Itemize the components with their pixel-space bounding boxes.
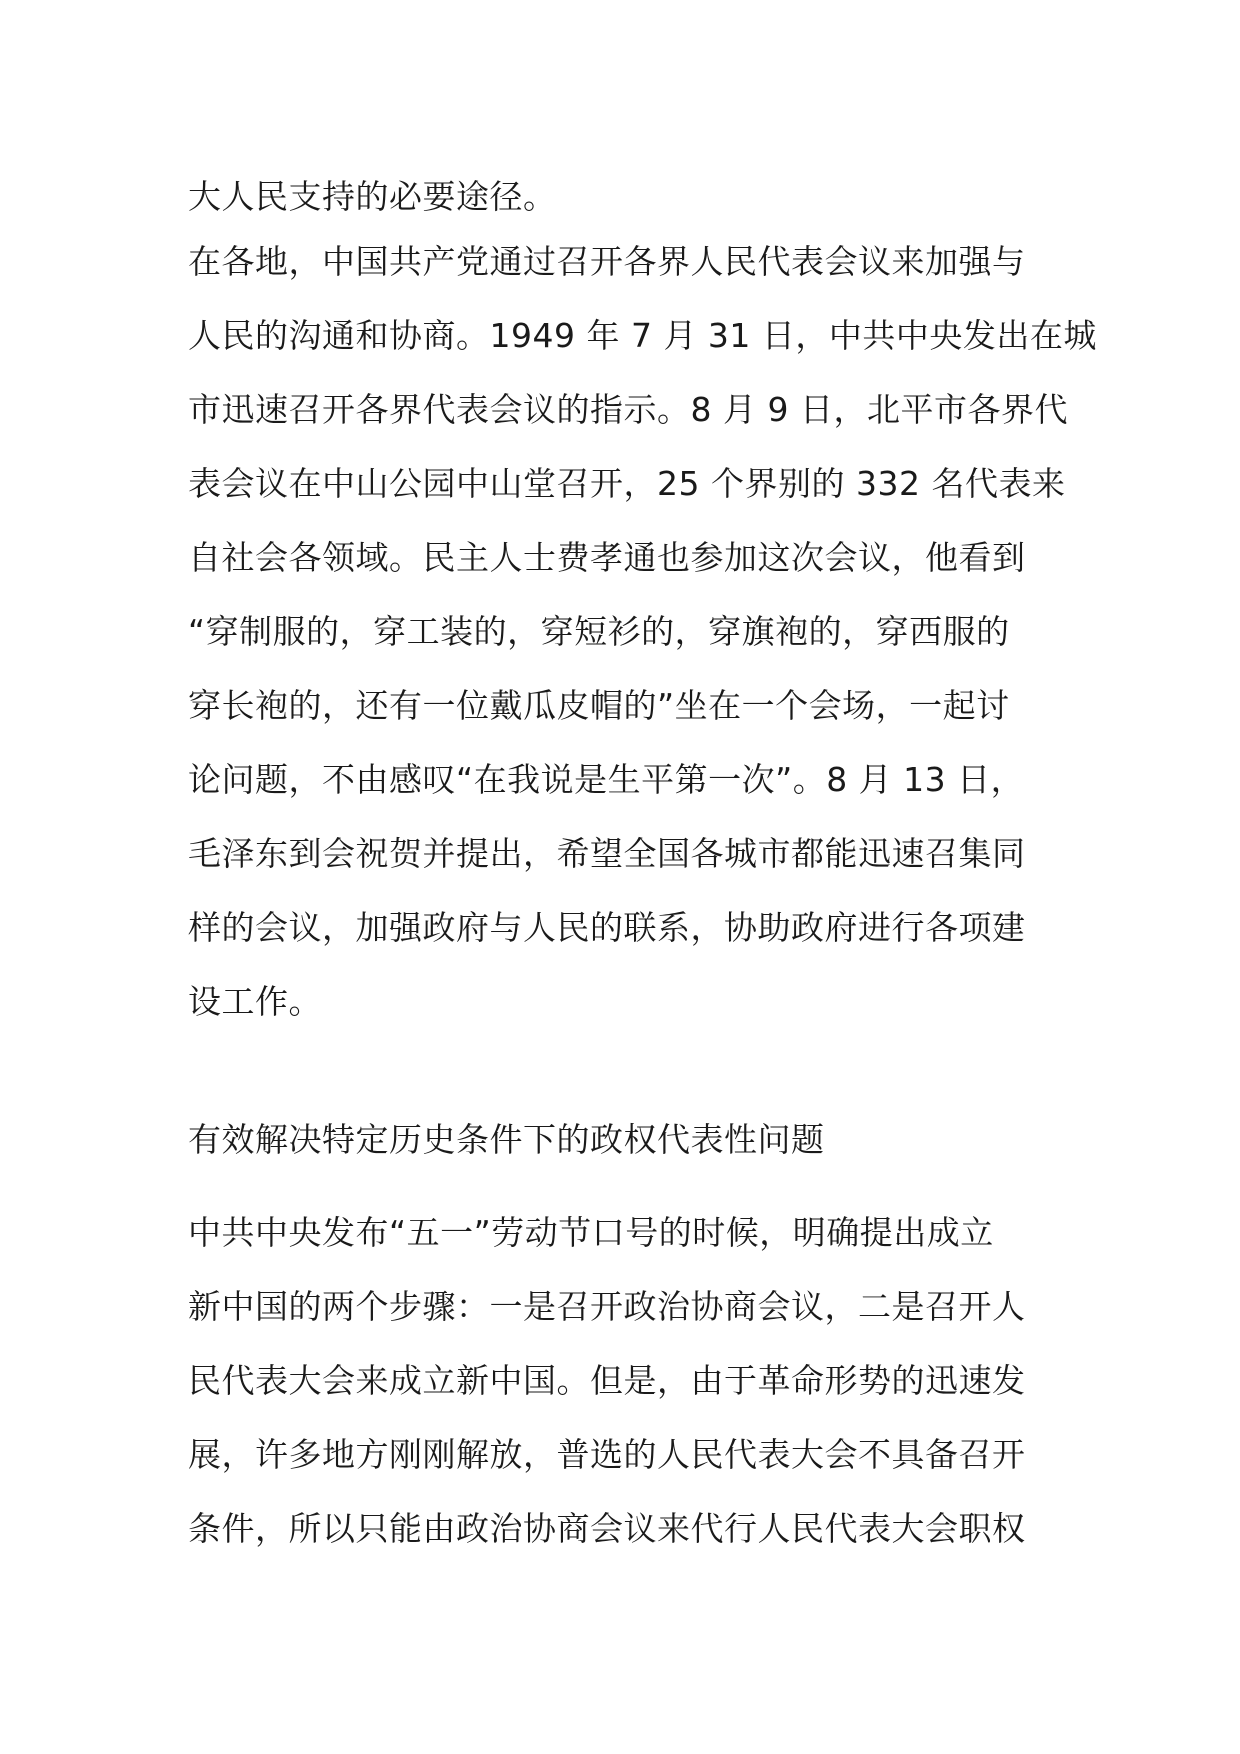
text-line: 市迅速召开各界代表会议的指示。8 月 9 日，北平市各界代	[188, 390, 1068, 429]
paragraph-two-steps	[188, 1196, 1068, 1566]
text-line: 民代表大会来成立新中国。但是，由于革命形势的迅速发	[188, 1361, 1026, 1400]
text-line: 展，许多地方刚刚解放，普选的人民代表大会不具备召开	[188, 1435, 1026, 1474]
text-line: 设工作。	[188, 982, 322, 1021]
text-line: 表会议在中山公园中山堂召开，25 个界别的 332 名代表来	[188, 464, 1066, 503]
paragraph-continuation	[188, 160, 1068, 234]
text-line: 在各地，中国共产党通过召开各界人民代表会议来加强与	[188, 242, 1026, 281]
section-heading: 有效解决特定历史条件下的政权代表性问题	[188, 1120, 825, 1159]
text-line: 大人民支持的必要途径。	[188, 177, 557, 216]
text-line: 样的会议，加强政府与人民的联系，协助政府进行各项建	[188, 908, 1026, 947]
paragraph-local-conferences	[188, 225, 1097, 1039]
text-line: 毛泽东到会祝贺并提出，希望全国各城市都能迅速召集同	[188, 834, 1026, 873]
text-line: 新中国的两个步骤：一是召开政治协商会议，二是召开人	[188, 1287, 1026, 1326]
text-line: 中共中央发布“五一”劳动节口号的时候，明确提出成立	[188, 1213, 994, 1252]
text-line: 人民的沟通和协商。1949 年 7 月 31 日，中共中央发出在城	[188, 316, 1097, 355]
text-line: 条件，所以只能由政治协商会议来代行人民代表大会职权	[188, 1509, 1026, 1548]
text-line: 穿长袍的，还有一位戴瓜皮帽的”坐在一个会场，一起讨	[188, 686, 1010, 725]
text-line: 论问题，不由感叹“在我说是生平第一次”。8 月 13 日，	[188, 760, 1025, 799]
text-line: “穿制服的，穿工装的，穿短衫的，穿旗袍的，穿西服的	[188, 612, 1010, 651]
text-line: 自社会各领域。民主人士费孝通也参加这次会议，他看到	[188, 538, 1026, 577]
